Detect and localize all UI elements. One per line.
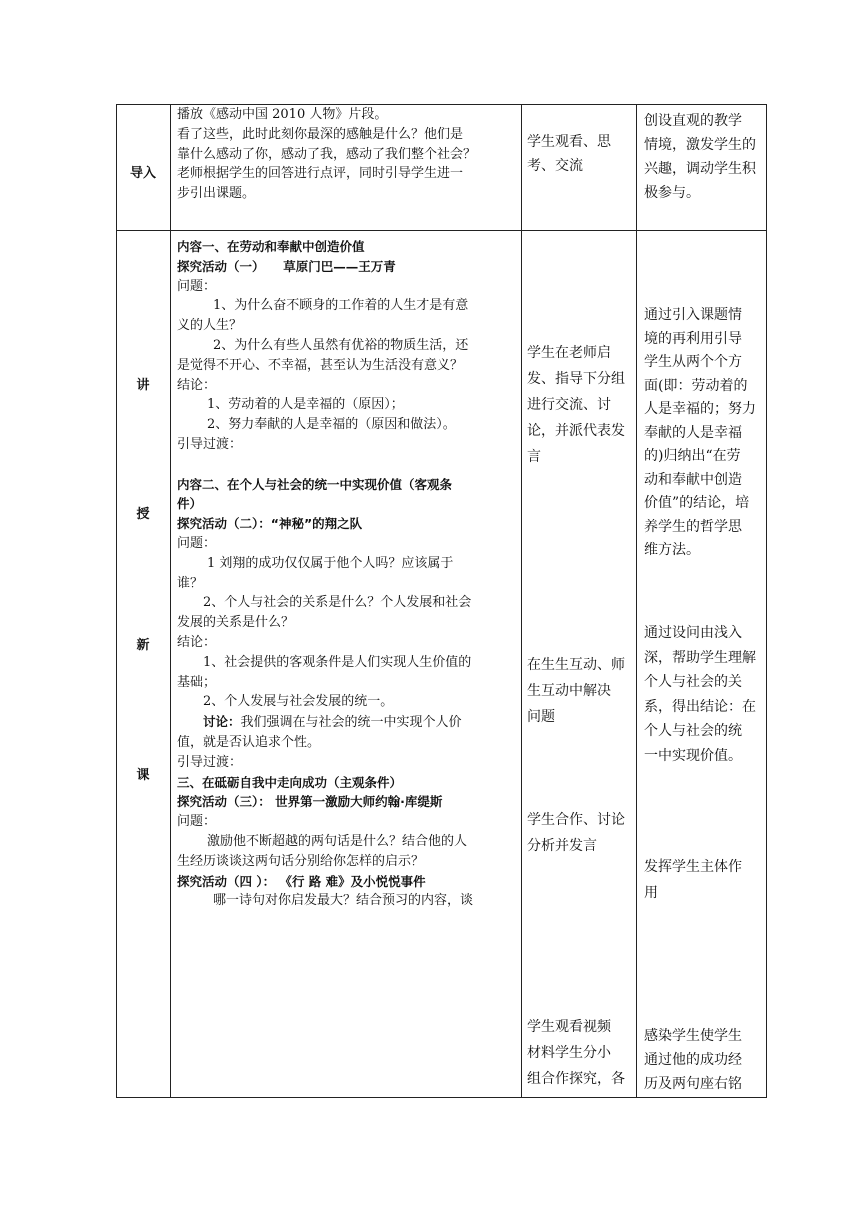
- lecture-label-char: 授: [136, 507, 150, 522]
- row-divider: [116, 230, 767, 231]
- purpose-4: 感染学生使学生 通过他的成功经 历及两句座右铭: [644, 1028, 742, 1092]
- student-activity-4: 学生观看视频 材料学生分小 组合作探究，各: [527, 1019, 625, 1087]
- intro-line: 步引出课题。: [177, 186, 256, 202]
- section-heading: 三、在砥砺自我中走向成功（主观条件）: [177, 774, 403, 790]
- activity-heading: 探究活动（一） 草原门巴——王万青: [177, 258, 396, 274]
- intro-line: 靠什么感动了你，感动了我，感动了我们整个社会？: [177, 146, 477, 162]
- lecture-label-char: 新: [136, 638, 150, 653]
- lecture-label-char: 讲: [136, 378, 150, 393]
- lecture-content: 内容一、在劳动和奉献中创造价值 探究活动（一） 草原门巴——王万青 问题： 1、为什么奋不顾身的工作着的人生才是有意 义的人生？ 2、为什么有些人虽然有优裕的物质生活，还 是觉得不开心、不幸福，甚至认为生活没有意义？ 结论： 1、劳动着的人是幸福的（原因）； 2、努力奉献的人是幸福的（原因和做法）。 引导过渡： 内容二、在个人与社会的统一中实现价值（客观条 件） 探究活动（二）：“神秘”的翔之队 问题： 1 刘翔的成功仅仅属于他个人吗？应该属于 谁？ 2、个人与社会的关系是什么？个人发展和社会 发展的关系是什么？ 结论： 1、社会提供的客观条件是人们实现人生价值的 基础； 2、个人发展与社会发展的统一。 讨论：我们强调在与社会的统一中实现个人价 值，就是否认追求个性。 引导过渡： 三、在砥砺自我中走向成功（主观条件） 探究活动（三）： 世界第一激励大师约翰·库缇斯 问题： 激励他不断超越的两句话是什么？结合他的人 生经历谈谈这两句话分别给你怎样的启示？ 探究活动（四 ）： 《行 路 难》及小悦悦事件 哪一诗句对你启发最大？结合预习的内容，谈: [177, 237, 519, 911]
- intro-line: 老师根据学生的回答进行点评，同时引导学生进一: [177, 166, 464, 182]
- activity-heading: 探究活动（四 ）： 《行 路 难》及小悦悦事件: [177, 873, 426, 889]
- student-activity-2: 在生生互动、师 生互动中解决 问题: [527, 657, 625, 725]
- purpose-1: 通过引入课题情 境的再利用引导 学生从两个个方 面(即：劳动着的 人是幸福的；努力 奉献的人是幸福 的)归纳出“在劳 动和奉献中创造 价值”的结论，培 养学生的哲学思 维方法。: [644, 307, 756, 558]
- intro-purpose: 创设直观的教学 情境，激发学生的 兴趣，调动学生积 极参与。: [644, 113, 756, 201]
- student-activity-1: 学生在老师启 发、指导下分组 进行交流、讨 论，并派代表发 言: [527, 345, 625, 465]
- table-border-left: [116, 104, 117, 1098]
- table-border-right: [766, 104, 767, 1098]
- section-heading: 内容二、在个人与社会的统一中实现价值（客观条: [177, 476, 453, 492]
- student-activity-3: 学生合作、讨论 分析并发言: [527, 812, 625, 854]
- intro-label: 导入: [129, 166, 156, 181]
- activity-heading: 探究活动（三）： 世界第一激励大师约翰·库缇斯: [177, 794, 443, 810]
- purpose-3: 发挥学生主体作 用: [644, 859, 742, 901]
- purpose-2: 通过设问由浅入 深，帮助学生理解 个人与社会的关 系，得出结论：在 个人与社会的统 一中实现价值。: [644, 625, 756, 764]
- lecture-label-char: 课: [136, 768, 150, 783]
- discussion-line: 讨论：我们强调在与社会的统一中实现个人价: [203, 714, 462, 731]
- intro-line: 播放《感动中国 2010 人物》片段。: [177, 107, 388, 122]
- lesson-plan-table: [116, 104, 767, 1098]
- intro-line: 看了这些，此时此刻你最深的感触是什么？他们是: [177, 126, 464, 142]
- table-border-bottom: [116, 1097, 767, 1098]
- column-divider-3: [636, 104, 637, 1098]
- column-divider-1: [170, 104, 171, 1098]
- section-heading: 内容一、在劳动和奉献中创造价值: [177, 239, 365, 254]
- intro-student-activity: 学生观看、思 考、交流: [527, 134, 611, 174]
- activity-heading: 探究活动（二）：“神秘”的翔之队: [177, 516, 363, 532]
- intro-content: [177, 105, 519, 204]
- column-divider-2: [521, 104, 522, 1098]
